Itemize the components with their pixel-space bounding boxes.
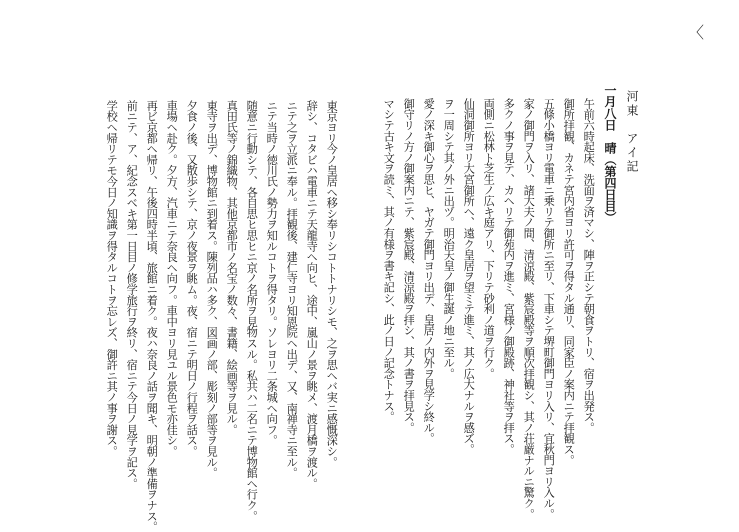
text-column-l1: 東京ヨリ今ノ皇居ヘ移シ奉リシコトトナリシモ、之ヲ思ヘバ実ニ感慨深シ。 bbox=[325, 100, 339, 468]
text-column-l2: 辞シ、コタビハ電車ニテ天龍寺ヘ向ヒ、途中、嵐山ノ景ヲ眺メ、渡月橋ヲ渡ル。 bbox=[305, 100, 319, 489]
text-column-r4: 家ノ御門ヲ入リ、諸大夫ノ間、清涼殿、紫宸殿等ヲ順次拝観シ、其ノ荘厳ナルニ驚ク。 bbox=[522, 98, 536, 520]
text-column-l12: 学校ヘ帰リテモ今日ノ知識ヲ得タルコトヲ忘レズ、御許ニ其ノ事ヲ謝ス。 bbox=[105, 100, 119, 457]
text-column-l8: 夕食ノ後、又散歩シテ、京ノ夜景ヲ眺ム。夜、宿ニテ明日ノ行程ヲ話ス。 bbox=[185, 100, 199, 457]
author-line: 河東 アイ記 bbox=[625, 90, 639, 174]
text-column-l10: 再ビ京都ヘ帰リ、午後四時半頃、旅館ニ着ク。夜ハ奈良ノ話ヲ聞キ、明朝ノ準備ヲナス。 bbox=[145, 100, 159, 532]
text-column-r8: ヲ一周シテ其ノ外ニ出ヅ。明治天皇ノ御生誕ノ地ニ至ル。 bbox=[442, 98, 456, 379]
text-column-r11: マシテ古キ文ヲ読ミ、其ノ有様ヲ書キ記シ、此ノ日ノ記念トナス。 bbox=[382, 98, 396, 423]
text-column-r7: 仙洞御所ヨリ大宮御所ヘ、遠ク皇居ヲ望ミテ進ミ、其ノ広大ナルヲ感ズ。 bbox=[462, 98, 476, 455]
text-column-r1: 午前六時起床、洗面ヲ済マシ、陣ヲ正シテ朝食ヲトリ、宿ヲ出発ス。 bbox=[582, 98, 596, 433]
text-column-r5: 多クノ事ヲ見テ、カヘリテ御苑内ヲ進ミ、宮様ノ御殿跡、神社等ヲ拝ス。 bbox=[502, 98, 516, 455]
text-column-l4: ニテ当時ノ徳川氏ノ勢力ヲ知ルコトヲ得タリ。ソレヨリ二条城ヘ向フ。 bbox=[265, 100, 279, 446]
text-column-r2: 御所拝観、カネテ宮内省ヨリ許可ヲ得タル通リ、同家臣ノ案内ニテ拝観ス。 bbox=[562, 98, 576, 466]
text-column-r3: 五條小橋ヨリ電車ニ乗リテ御所ニ至リ、下車シテ堺町御門ヨリ入リ、宜秋門ヨリ入ル。 bbox=[542, 98, 556, 520]
text-column-l7: 東寺ヲ出デ、博物館ニ到着ス。陳列品ハ多ク、図画ノ部、彫刻ノ部等ヲ見ル。 bbox=[205, 100, 219, 479]
corner-mark: 〈 bbox=[688, 23, 705, 42]
text-column-l9: 車場ヘ赴ク。夕方、汽車ニテ奈良ヘ向フ。車中ヨリ見ユル景色モ亦佳シ。 bbox=[165, 100, 179, 457]
text-column-l5: 随意ニ行動シテ、各自思ヒ思ヒニ京ノ名所ヲ見物スル。私共ハ二名ニテ博物館ヘ行ク。 bbox=[245, 100, 259, 522]
text-column-r6: 両側ニ松林ト芝生ノ広キ庭アリ、下リテ砂利ノ道ヲ行ク。 bbox=[482, 98, 496, 379]
text-column-r9: 愛ノ深キ御心ヲ思ヒ、ヤガテ御門ヨリ出デ、皇居ノ内外ヲ見学シ終ル。 bbox=[422, 98, 436, 444]
text-column-l11: 前ニテ、ア、紀念スベキ第一日目ノ修学旅行ヲ終リ、宿ニテ今日ノ見学ヲ記ス。 bbox=[125, 100, 139, 489]
text-column-l6: 真田氏等ノ錦織物、其他京都市ノ名宝ノ数々、書籍、絵画等ヲ見ル。 bbox=[225, 100, 239, 435]
text-column-l3: ニテ之ヲ立派ニ奉ル。拝観後、建仁寺ヨリ知恩院ヘ出デ、又、南禅寺ニ至ル。 bbox=[285, 100, 299, 479]
date-heading: 一月八日 晴（第四日目） bbox=[603, 84, 617, 224]
text-column-r10: 御守リノ方ノ御案内ニテ、紫宸殿、清涼殿ヲ拝シ、其ノ書ヲ拝見ス。 bbox=[402, 98, 416, 433]
